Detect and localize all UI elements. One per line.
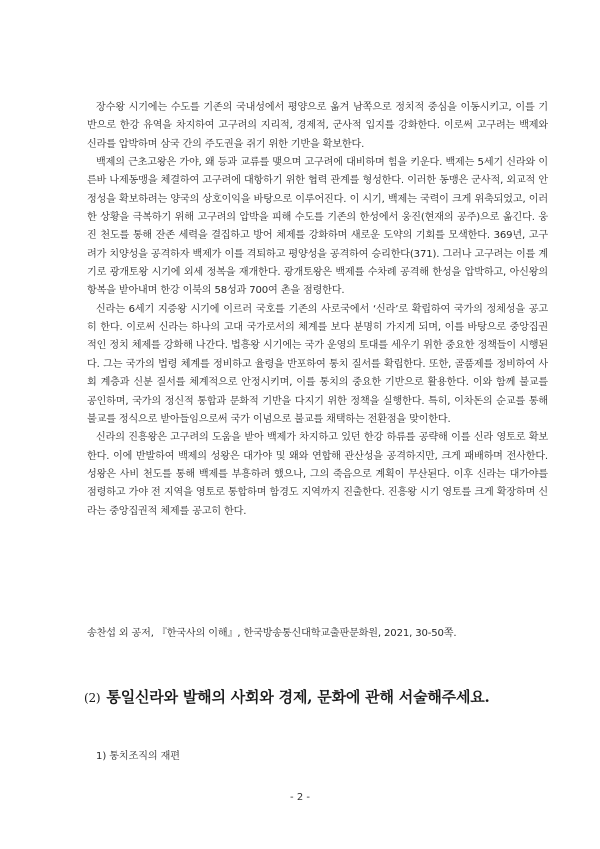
question-text: 통일신라와 발해의 사회와 경제, 문화에 관해 서술해주세요. — [106, 688, 490, 706]
paragraph-baekje: 백제의 근초고왕은 가야, 왜 등과 교류를 맺으며 고구려에 대비하며 힘을 키운다. 백제는 5세기 신라와 이른바 나제동맹을 체결하여 고구려에 대항하기 위한 협력 관계를 형성한다. 이러한 동맹은 군사적, 외교적 안정성을 확보하려는 양국의 상호이익을 바탕으로 이루어진다. 이 시기, 백제는 국력이 크게 위축되었고, 이러한 상황을 극복하기 위해 고구려의 압박을 피해 수도를 기존의 한성에서 웅진(현재의 공주)으로 옮긴다. 웅진 천도를 통해 잔존 세력을 결집하고 방어 체제를 강화하며 새로운 도약의 기회를 모색한다. 369년, 고구려가 치양성을 공격하자 백제가 이를 격퇴하고 평양성을 공격하여 승리한다(371). 그러나 고구려는 이를 계기로 광개토왕 시기에 외세 정복을 재개한다. 광개토왕은 백제를 수차례 공격해 한성을 압박하고, 아신왕의 항복을 받아내며 한강 이북의 58성과 700여 촌을 점령한다. — [87, 157, 548, 297]
question-number: (2) — [84, 691, 101, 705]
body-text — [87, 99, 548, 521]
paragraph-silla-jinheung: 신라의 진흥왕은 고구려의 도움을 받아 백제가 차지하고 있던 한강 하류를 공략해 이를 신라 영토로 확보한다. 이에 반발하여 백제의 성왕은 대가야 및 왜와 연합해 관산성을 공격하지만, 크게 패배하며 전사한다. 성왕은 사비 천도를 통해 백제를 부흥하려 했으나, 그의 죽음으로 계획이 무산된다. 이후 신라는 대가야를 점령하고 가야 전 지역을 영토로 통합하며 함경도 지역까지 진출한다. 진흥왕 시기 영토를 크게 확장하며 신라는 중앙집권적 체제를 공고히 한다. — [87, 432, 548, 517]
paragraph-silla-jijeung-beopheung: 신라는 6세기 지증왕 시기에 이르러 국호를 기존의 사로국에서 ‘신라’로 확립하여 국가의 정체성을 공고히 한다. 이로써 신라는 하나의 고대 국가로서의 체계를 보다 분명히 가지게 되며, 이를 바탕으로 중앙집권적인 정치 체제를 강화해 나간다. 법흥왕 시기에는 국가 운영의 토대를 세우기 위한 중요한 정책들이 시행된다. 그는 국가의 법령 체계를 정비하고 율령을 반포하여 통치 질서를 확립한다. 또한, 골품제를 정비하여 사회 계층과 신분 질서를 체계적으로 안정시키며, 이를 통치의 중요한 기반으로 활용한다. 이와 함께 불교를 공인하며, 국가의 정신적 통합과 문화적 기반을 다지기 위한 정책을 실행한다. 특히, 이차돈의 순교를 통해 불교를 정식으로 받아들임으로써 국가 이념으로 불교를 채택하는 전환점을 맞이한다. — [87, 303, 548, 425]
citation: 송찬섭 외 공저, 『한국사의 이해』, 한국방송통신대학교출판문화원, 2021, 30-50쪽. — [87, 628, 457, 639]
paragraph-goguryeo-jangsu: 장수왕 시기에는 수도를 기존의 국내성에서 평양으로 옮겨 남쪽으로 정치적 중심을 이동시키고, 이를 기반으로 한강 유역을 차지하여 고구려의 지리적, 경제적, 군사적 입지를 강화한다. 이로써 고구려는 백제와 신라를 압박하며 삼국 간의 주도권을 쥐기 위한 기반을 확보한다. — [87, 102, 548, 150]
question-heading — [84, 683, 558, 712]
page-number: - 2 - — [290, 792, 310, 803]
subheading: 1) 통치조직의 재편 — [96, 751, 180, 762]
